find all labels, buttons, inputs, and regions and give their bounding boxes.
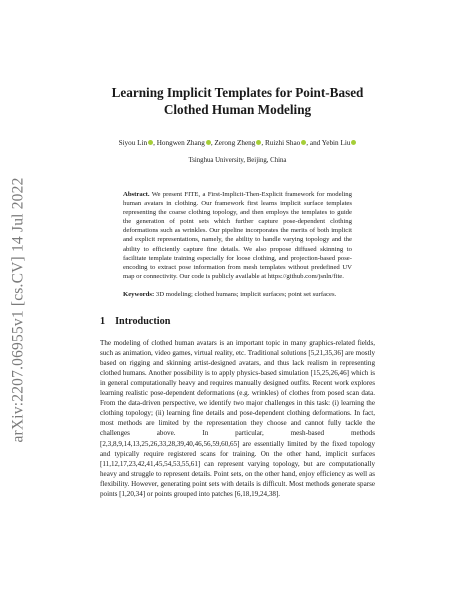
author-list bbox=[100, 139, 375, 148]
keywords bbox=[123, 290, 352, 299]
orcid-icon[interactable] bbox=[351, 140, 356, 145]
keywords-label: Keywords: bbox=[123, 290, 155, 298]
introduction-paragraph: The modeling of clothed human avatars is an important topic in many graphics-related fields, such as animation, video games, virtual reality, etc. Traditional solutions [5,21,35,36] are mostly based on rigging and skinning artist-designed avatars, and thus lack realism in representing clothed humans. Another possibility is to apply physics-based simulation [15,25,26,46] which is in general computationally heavy and requires manually designed outfits. Recent work explores learning realistic pose-dependent deformations (e.g. wrinkles) of clothes from posed scan data. From the data-driven perspective, we identify two major challenges in this task: (i) learning the clothing topology; (ii) learning fine details and pose-dependent clothing deformations. In fact, most methods are limited by the representation they choose and cannot fully tackle the challenges above. In particular, mesh-based methods [2,3,8,9,14,13,25,26,33,28,39,40,46,56,59,60,65] are essentially limited by the fixed topology and typically require registered scans for training. On the other hand, implicit surfaces [11,12,17,23,42,41,45,54,53,55,61] can represent varying topology, but are computationally heavy and struggle to represent details. Point sets, on the other hand, enjoy efficiency as well as flexibility. However, generating point sets with details is difficult. Most methods generate sparse points [1,20,34] or points grouped into patches [6,18,19,24,38]. bbox=[100, 339, 375, 498]
keywords-text: 3D modeling; clothed humans; implicit surfaces; point set surfaces. bbox=[155, 290, 337, 298]
affiliation: Tsinghua University, Beijing, China bbox=[188, 157, 287, 164]
author-separator: , bbox=[153, 139, 157, 147]
paper-title: Learning Implicit Templates for Point-Based Clothed Human Modeling bbox=[111, 85, 364, 117]
arxiv-identifier-stamp bbox=[6, 140, 32, 480]
section-title: Introduction bbox=[115, 316, 171, 328]
author-name: Ruizhi Shao bbox=[264, 139, 301, 147]
arxiv-identifier-text: arXiv:2207.06955v1 [cs.CV] 14 Jul 2022 bbox=[10, 177, 27, 443]
author-name: Zerong Zheng bbox=[214, 139, 256, 147]
section-heading bbox=[100, 315, 375, 328]
author-name: Yebin Liu bbox=[321, 139, 351, 147]
paper-page bbox=[100, 84, 375, 499]
author-separator: , and bbox=[306, 139, 322, 147]
author-name: Siyou Lin bbox=[118, 139, 148, 147]
abstract bbox=[123, 190, 352, 281]
abstract-text: We present FITE, a First-Implicit-Then-Explicit framework for modeling human avatars in clothing. Our framework first learns implicit surface templates representing the coarse clothing topology, and then employs the templates to guide the generation of point sets which further capture pose-dependent clothing deformations such as wrinkles. Our pipeline incorporates the merits of both implicit and explicit representations, namely, the ability to handle varying topology and the ability to efficiently capture fine details. We also propose diffused skinning to facilitate template training especially for loose clothing, and projection-based pose-encoding to extract pose information from mesh templates without predefined UV map or connectivity. Our code is publicly available at https://github.com/jsnln/fite. bbox=[123, 191, 352, 280]
author-separator: , bbox=[261, 139, 265, 147]
section-number: 1 bbox=[100, 316, 106, 328]
author-separator: , bbox=[210, 139, 215, 147]
author-name: Hongwen Zhang bbox=[156, 139, 205, 147]
abstract-label: Abstract. bbox=[123, 191, 150, 198]
